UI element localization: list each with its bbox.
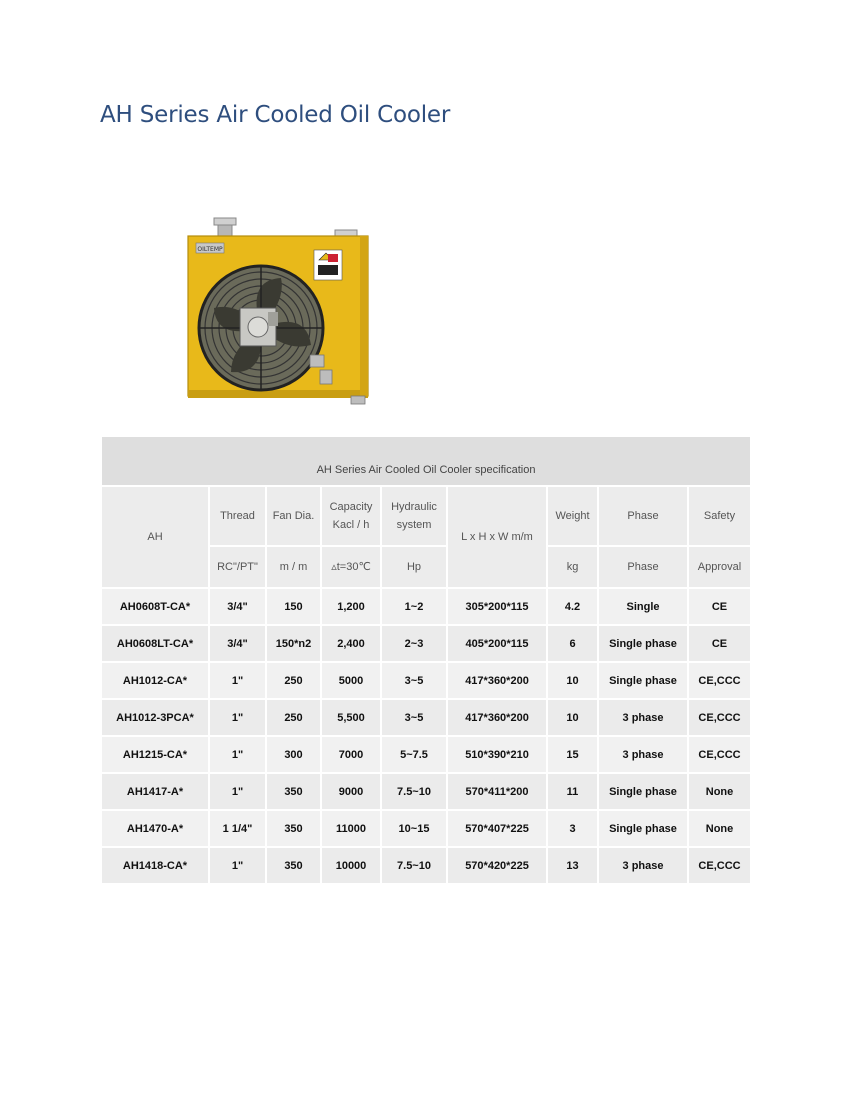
header-fan-dia: Fan Dia. bbox=[266, 486, 321, 546]
cell-phase: Single bbox=[598, 588, 688, 625]
cell-model: AH1417-A* bbox=[101, 773, 209, 810]
cell-phase: 3 phase bbox=[598, 847, 688, 884]
header-weight: Weight bbox=[547, 486, 598, 546]
cell-weight: 10 bbox=[547, 699, 598, 736]
unit-phase: Phase bbox=[598, 546, 688, 588]
cell-hydraulic: 10~15 bbox=[381, 810, 447, 847]
cell-safety: None bbox=[688, 810, 751, 847]
cell-hydraulic: 7.5~10 bbox=[381, 847, 447, 884]
cell-safety: CE bbox=[688, 625, 751, 662]
cell-weight: 15 bbox=[547, 736, 598, 773]
table-caption: AH Series Air Cooled Oil Cooler specification bbox=[101, 436, 751, 486]
spec-table-body bbox=[101, 588, 751, 884]
cell-capacity: 5000 bbox=[321, 662, 381, 699]
unit-capacity: ▵t=30℃ bbox=[321, 546, 381, 588]
warning-sticker bbox=[314, 250, 342, 280]
cell-safety: CE bbox=[688, 588, 751, 625]
cell-fan-dia: 350 bbox=[266, 773, 321, 810]
cell-capacity: 10000 bbox=[321, 847, 381, 884]
motor-hub bbox=[240, 308, 278, 346]
cell-dimensions: 405*200*115 bbox=[447, 625, 547, 662]
oil-cooler-product-image bbox=[176, 210, 386, 415]
cell-safety: CE,CCC bbox=[688, 699, 751, 736]
cell-weight: 6 bbox=[547, 625, 598, 662]
cell-safety: CE,CCC bbox=[688, 847, 751, 884]
header-model: AH bbox=[101, 486, 209, 588]
cell-phase: Single phase bbox=[598, 662, 688, 699]
cell-phase: 3 phase bbox=[598, 736, 688, 773]
cell-fan-dia: 350 bbox=[266, 810, 321, 847]
cell-dimensions: 570*407*225 bbox=[447, 810, 547, 847]
header-hydraulic: Hydraulic system bbox=[381, 486, 447, 546]
cell-model: AH1012-3PCA* bbox=[101, 699, 209, 736]
cell-safety: None bbox=[688, 773, 751, 810]
unit-thread: RC"/PT" bbox=[209, 546, 266, 588]
cell-thread: 3/4" bbox=[209, 588, 266, 625]
cell-phase: 3 phase bbox=[598, 699, 688, 736]
cell-capacity: 5,500 bbox=[321, 699, 381, 736]
cell-capacity: 11000 bbox=[321, 810, 381, 847]
cell-weight: 10 bbox=[547, 662, 598, 699]
cell-thread: 1" bbox=[209, 699, 266, 736]
unit-fan-dia: m / m bbox=[266, 546, 321, 588]
cell-hydraulic: 3~5 bbox=[381, 662, 447, 699]
cell-capacity: 1,200 bbox=[321, 588, 381, 625]
cell-weight: 11 bbox=[547, 773, 598, 810]
table-row bbox=[101, 625, 751, 662]
cell-fan-dia: 300 bbox=[266, 736, 321, 773]
cell-capacity: 7000 bbox=[321, 736, 381, 773]
unit-weight: kg bbox=[547, 546, 598, 588]
cell-capacity: 2,400 bbox=[321, 625, 381, 662]
table-row bbox=[101, 588, 751, 625]
header-phase: Phase bbox=[598, 486, 688, 546]
cell-dimensions: 305*200*115 bbox=[447, 588, 547, 625]
cell-thread: 1" bbox=[209, 662, 266, 699]
cell-fan-dia: 250 bbox=[266, 662, 321, 699]
cell-safety: CE,CCC bbox=[688, 662, 751, 699]
cell-fan-dia: 350 bbox=[266, 847, 321, 884]
cell-dimensions: 570*420*225 bbox=[447, 847, 547, 884]
drain-plug bbox=[351, 396, 365, 404]
cell-thread: 1" bbox=[209, 773, 266, 810]
cell-safety: CE,CCC bbox=[688, 736, 751, 773]
table-row bbox=[101, 662, 751, 699]
cell-fan-dia: 150*n2 bbox=[266, 625, 321, 662]
cell-fan-dia: 250 bbox=[266, 699, 321, 736]
cell-phase: Single phase bbox=[598, 625, 688, 662]
label-plate-text: OILTEMP bbox=[197, 246, 223, 253]
cell-phase: Single phase bbox=[598, 810, 688, 847]
table-row bbox=[101, 847, 751, 884]
header-thread: Thread bbox=[209, 486, 266, 546]
cell-hydraulic: 3~5 bbox=[381, 699, 447, 736]
cell-capacity: 9000 bbox=[321, 773, 381, 810]
cell-hydraulic: 2~3 bbox=[381, 625, 447, 662]
cell-thread: 1" bbox=[209, 736, 266, 773]
cell-model: AH0608LT-CA* bbox=[101, 625, 209, 662]
cell-thread: 1" bbox=[209, 847, 266, 884]
cell-model: AH1012-CA* bbox=[101, 662, 209, 699]
cell-thread: 3/4" bbox=[209, 625, 266, 662]
unit-safety: Approval bbox=[688, 546, 751, 588]
unit-hydraulic: Hp bbox=[381, 546, 447, 588]
cell-dimensions: 510*390*210 bbox=[447, 736, 547, 773]
cell-model: AH1215-CA* bbox=[101, 736, 209, 773]
cell-fan-dia: 150 bbox=[266, 588, 321, 625]
cell-dimensions: 417*360*200 bbox=[447, 699, 547, 736]
cell-model: AH1470-A* bbox=[101, 810, 209, 847]
page-title: AH Series Air Cooled Oil Cooler bbox=[100, 102, 451, 128]
table-row bbox=[101, 773, 751, 810]
header-dimensions: L x H x W m/m bbox=[447, 486, 547, 588]
header-capacity: Capacity Kacl / h bbox=[321, 486, 381, 546]
cell-weight: 13 bbox=[547, 847, 598, 884]
header-safety: Safety bbox=[688, 486, 751, 546]
cell-thread: 1 1/4" bbox=[209, 810, 266, 847]
cell-dimensions: 417*360*200 bbox=[447, 662, 547, 699]
cell-phase: Single phase bbox=[598, 773, 688, 810]
cell-weight: 3 bbox=[547, 810, 598, 847]
cell-hydraulic: 5~7.5 bbox=[381, 736, 447, 773]
cell-model: AH0608T-CA* bbox=[101, 588, 209, 625]
cell-weight: 4.2 bbox=[547, 588, 598, 625]
cell-hydraulic: 7.5~10 bbox=[381, 773, 447, 810]
table-row bbox=[101, 810, 751, 847]
table-row bbox=[101, 699, 751, 736]
spec-table bbox=[100, 435, 752, 885]
cell-model: AH1418-CA* bbox=[101, 847, 209, 884]
cell-dimensions: 570*411*200 bbox=[447, 773, 547, 810]
cell-hydraulic: 1~2 bbox=[381, 588, 447, 625]
table-row bbox=[101, 736, 751, 773]
